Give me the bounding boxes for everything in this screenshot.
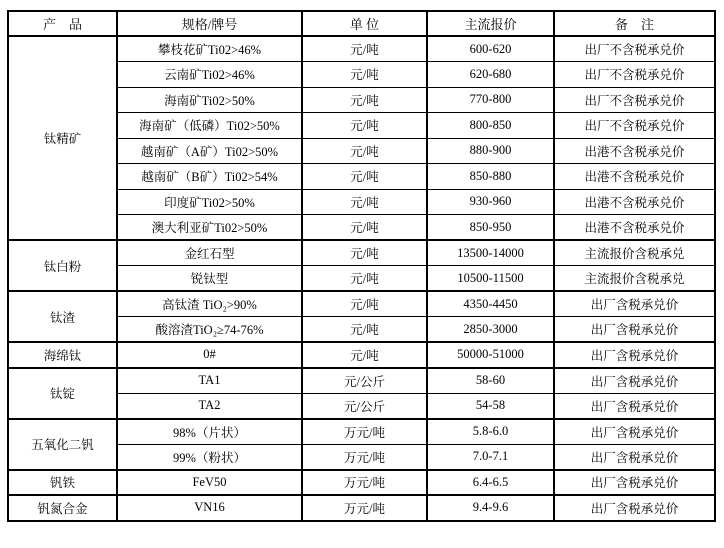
note-cell: 出厂不含税承兑价 [554, 113, 715, 139]
note-cell: 出港不含税承兑价 [554, 138, 715, 164]
note-cell: 主流报价含税承兑 [554, 266, 715, 292]
price-cell: 620-680 [427, 62, 554, 88]
table-row [8, 495, 715, 521]
note-cell: 出港不含税承兑价 [554, 189, 715, 215]
price-cell: 7.0-7.1 [427, 444, 554, 470]
unit-cell: 元/吨 [302, 36, 427, 62]
price-cell: 9.4-9.6 [427, 495, 554, 521]
spec-cell: TA1 [117, 368, 302, 394]
spec-cell: 云南矿Ti02>46% [117, 62, 302, 88]
table-row [8, 36, 715, 62]
note-cell: 出厂含税承兑价 [554, 291, 715, 317]
product-cell: 五氧化二钒 [8, 419, 117, 470]
product-cell: 钛渣 [8, 291, 117, 342]
unit-cell: 元/吨 [302, 113, 427, 139]
price-cell: 4350-4450 [427, 291, 554, 317]
price-cell: 6.4-6.5 [427, 470, 554, 496]
spec-cell: 0# [117, 342, 302, 368]
unit-cell: 元/吨 [302, 240, 427, 266]
unit-cell: 元/吨 [302, 189, 427, 215]
unit-cell: 元/吨 [302, 215, 427, 241]
note-cell: 出厂含税承兑价 [554, 444, 715, 470]
spec-cell: 酸溶渣TiO₂≥74-76% [117, 317, 302, 343]
spec-cell: 99%（粉状） [117, 444, 302, 470]
note-cell: 出厂含税承兑价 [554, 470, 715, 496]
note-cell: 出厂不含税承兑价 [554, 36, 715, 62]
spec-cell: 攀枝花矿Ti02>46% [117, 36, 302, 62]
spec-cell: 98%（片状） [117, 419, 302, 445]
unit-cell: 元/吨 [302, 164, 427, 190]
unit-cell: 元/吨 [302, 342, 427, 368]
spec-cell: 澳大利亚矿Ti02>50% [117, 215, 302, 241]
unit-cell: 元/公斤 [302, 393, 427, 419]
unit-cell: 元/吨 [302, 62, 427, 88]
spec-cell: 越南矿（B矿）Ti02>54% [117, 164, 302, 190]
price-cell: 800-850 [427, 113, 554, 139]
spec-cell: VN16 [117, 495, 302, 521]
unit-cell: 元/吨 [302, 138, 427, 164]
price-cell: 13500-14000 [427, 240, 554, 266]
price-cell: 850-880 [427, 164, 554, 190]
unit-cell: 元/吨 [302, 266, 427, 292]
header-row [8, 11, 715, 36]
price-cell: 10500-11500 [427, 266, 554, 292]
unit-cell: 元/吨 [302, 317, 427, 343]
price-table [7, 10, 716, 522]
header-spec: 规格/牌号 [117, 11, 302, 36]
table-row [8, 368, 715, 394]
price-cell: 5.8-6.0 [427, 419, 554, 445]
spec-cell: 越南矿（A矿）Ti02>50% [117, 138, 302, 164]
note-cell: 出厂不含税承兑价 [554, 87, 715, 113]
header-unit: 单 位 [302, 11, 427, 36]
product-cell: 钒铁 [8, 470, 117, 496]
product-cell: 钒氮合金 [8, 495, 117, 521]
unit-cell: 元/吨 [302, 87, 427, 113]
note-cell: 出厂含税承兑价 [554, 393, 715, 419]
unit-cell: 万元/吨 [302, 495, 427, 521]
price-cell: 58-60 [427, 368, 554, 394]
spec-cell: FeV50 [117, 470, 302, 496]
note-cell: 主流报价含税承兑 [554, 240, 715, 266]
note-cell: 出厂含税承兑价 [554, 419, 715, 445]
product-cell: 钛锭 [8, 368, 117, 419]
table-row [8, 470, 715, 496]
unit-cell: 元/公斤 [302, 368, 427, 394]
unit-cell: 万元/吨 [302, 419, 427, 445]
spec-cell: 锐钛型 [117, 266, 302, 292]
table-row [8, 240, 715, 266]
product-cell: 钛精矿 [8, 36, 117, 240]
price-cell: 2850-3000 [427, 317, 554, 343]
spec-cell: 高钛渣 TiO₂>90% [117, 291, 302, 317]
note-cell: 出厂含税承兑价 [554, 317, 715, 343]
note-cell: 出厂含税承兑价 [554, 368, 715, 394]
header-product: 产 品 [8, 11, 117, 36]
price-cell: 54-58 [427, 393, 554, 419]
unit-cell: 万元/吨 [302, 470, 427, 496]
header-price: 主流报价 [427, 11, 554, 36]
spec-cell: TA2 [117, 393, 302, 419]
price-cell: 850-950 [427, 215, 554, 241]
spec-cell: 印度矿Ti02>50% [117, 189, 302, 215]
spec-cell: 金红石型 [117, 240, 302, 266]
price-cell: 50000-51000 [427, 342, 554, 368]
product-cell: 海绵钛 [8, 342, 117, 368]
header-note: 备 注 [554, 11, 715, 36]
note-cell: 出厂含税承兑价 [554, 342, 715, 368]
table-row [8, 342, 715, 368]
table-row [8, 419, 715, 445]
price-cell: 600-620 [427, 36, 554, 62]
price-cell: 930-960 [427, 189, 554, 215]
note-cell: 出港不含税承兑价 [554, 215, 715, 241]
table-row [8, 291, 715, 317]
spec-cell: 海南矿（低磷）Ti02>50% [117, 113, 302, 139]
spec-cell: 海南矿Ti02>50% [117, 87, 302, 113]
product-cell: 钛白粉 [8, 240, 117, 291]
note-cell: 出港不含税承兑价 [554, 164, 715, 190]
note-cell: 出厂含税承兑价 [554, 495, 715, 521]
note-cell: 出厂不含税承兑价 [554, 62, 715, 88]
price-cell: 770-800 [427, 87, 554, 113]
price-cell: 880-900 [427, 138, 554, 164]
unit-cell: 万元/吨 [302, 444, 427, 470]
unit-cell: 元/吨 [302, 291, 427, 317]
